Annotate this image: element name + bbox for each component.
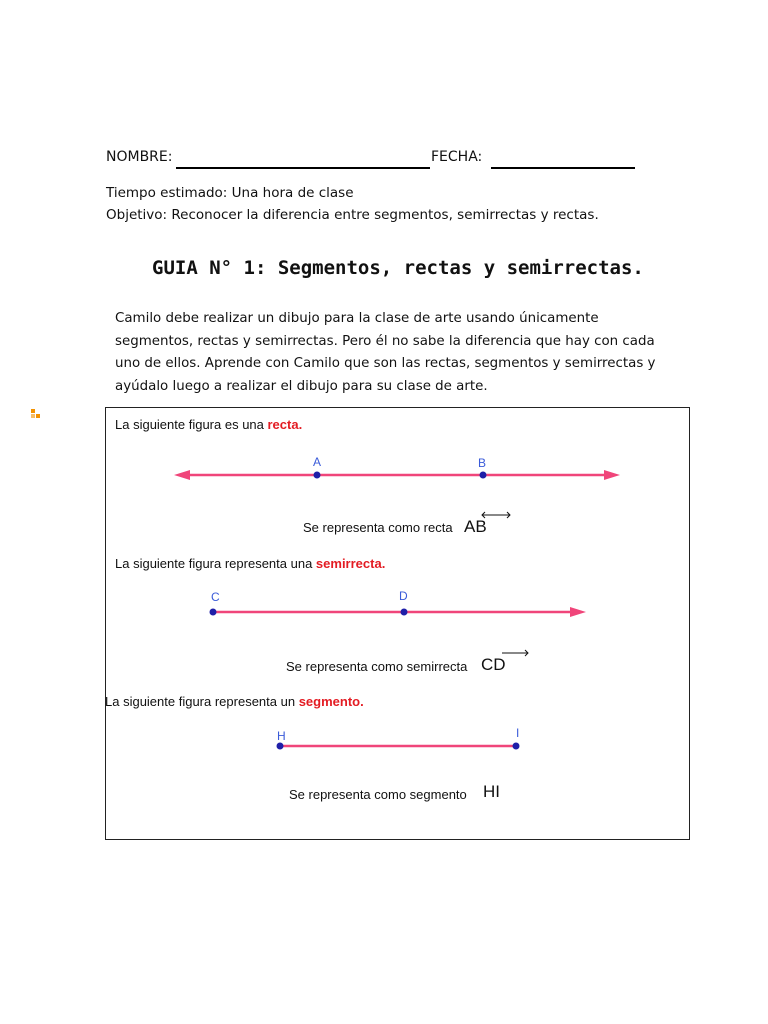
recta-notation-double-arrow-icon	[480, 511, 512, 519]
semirrecta-representation: Se representa como semirrecta	[286, 659, 468, 674]
date-label: FECHA:	[431, 149, 483, 165]
semirrecta-notation-arrow-icon	[501, 649, 531, 657]
bullet-icon	[31, 409, 41, 419]
recta-point-a	[314, 472, 321, 479]
segmento-term: segmento.	[298, 694, 364, 709]
semirrecta-notation: CD	[481, 655, 506, 674]
semirrecta-point-d	[401, 609, 408, 616]
segmento-caption	[105, 694, 364, 709]
semirrecta-term: semirrecta.	[315, 556, 386, 571]
segmento-representation: Se representa como segmento	[289, 787, 467, 802]
segmento-caption-text: La siguiente figura representa un	[105, 694, 299, 709]
semirrecta-arrow-right	[570, 607, 586, 617]
recta-notation: AB	[464, 517, 487, 536]
segmento-notation: HI	[483, 782, 500, 801]
estimated-time: Tiempo estimado: Una hora de clase	[106, 185, 354, 201]
recta-label-a: A	[313, 455, 322, 469]
page-title: GUIA N° 1: Segmentos, rectas y semirrectas.	[152, 257, 644, 279]
name-field[interactable]	[176, 153, 430, 169]
segmento-label-h: H	[277, 729, 286, 743]
segmento-figure	[270, 725, 530, 755]
date-field[interactable]	[491, 153, 635, 169]
segmento-point-i	[513, 743, 520, 750]
recta-arrow-left	[174, 470, 190, 480]
semirrecta-point-c	[210, 609, 217, 616]
recta-caption	[115, 417, 302, 432]
objective: Objetivo: Reconocer la diferencia entre segmentos, semirrectas y rectas.	[106, 207, 599, 223]
recta-representation: Se representa como recta	[303, 520, 453, 535]
segmento-label-i: I	[516, 726, 520, 740]
recta-caption-text: La siguiente figura es una	[115, 417, 268, 432]
recta-arrow-right	[604, 470, 620, 480]
recta-point-b	[480, 472, 487, 479]
recta-figure	[170, 450, 630, 490]
recta-term: recta.	[267, 417, 303, 432]
semirrecta-label-d: D	[399, 589, 408, 603]
semirrecta-caption-text: La siguiente figura representa una	[115, 556, 316, 571]
semirrecta-figure	[200, 585, 595, 625]
segmento-point-h	[277, 743, 284, 750]
intro-paragraph: Camilo debe realizar un dibujo para la clase de arte usando únicamente segmentos, rectas y semirrectas. Pero él no sabe la diferencia que hay con cada uno de ellos. Aprende con Camilo que son las rectas, segmentos y semirrectas y ayúdalo luego a realizar el dibujo para su clase de arte.	[115, 311, 656, 394]
recta-label-b: B	[478, 456, 487, 470]
name-label: NOMBRE:	[106, 149, 173, 165]
semirrecta-caption	[115, 556, 385, 571]
semirrecta-label-c: C	[211, 590, 220, 604]
